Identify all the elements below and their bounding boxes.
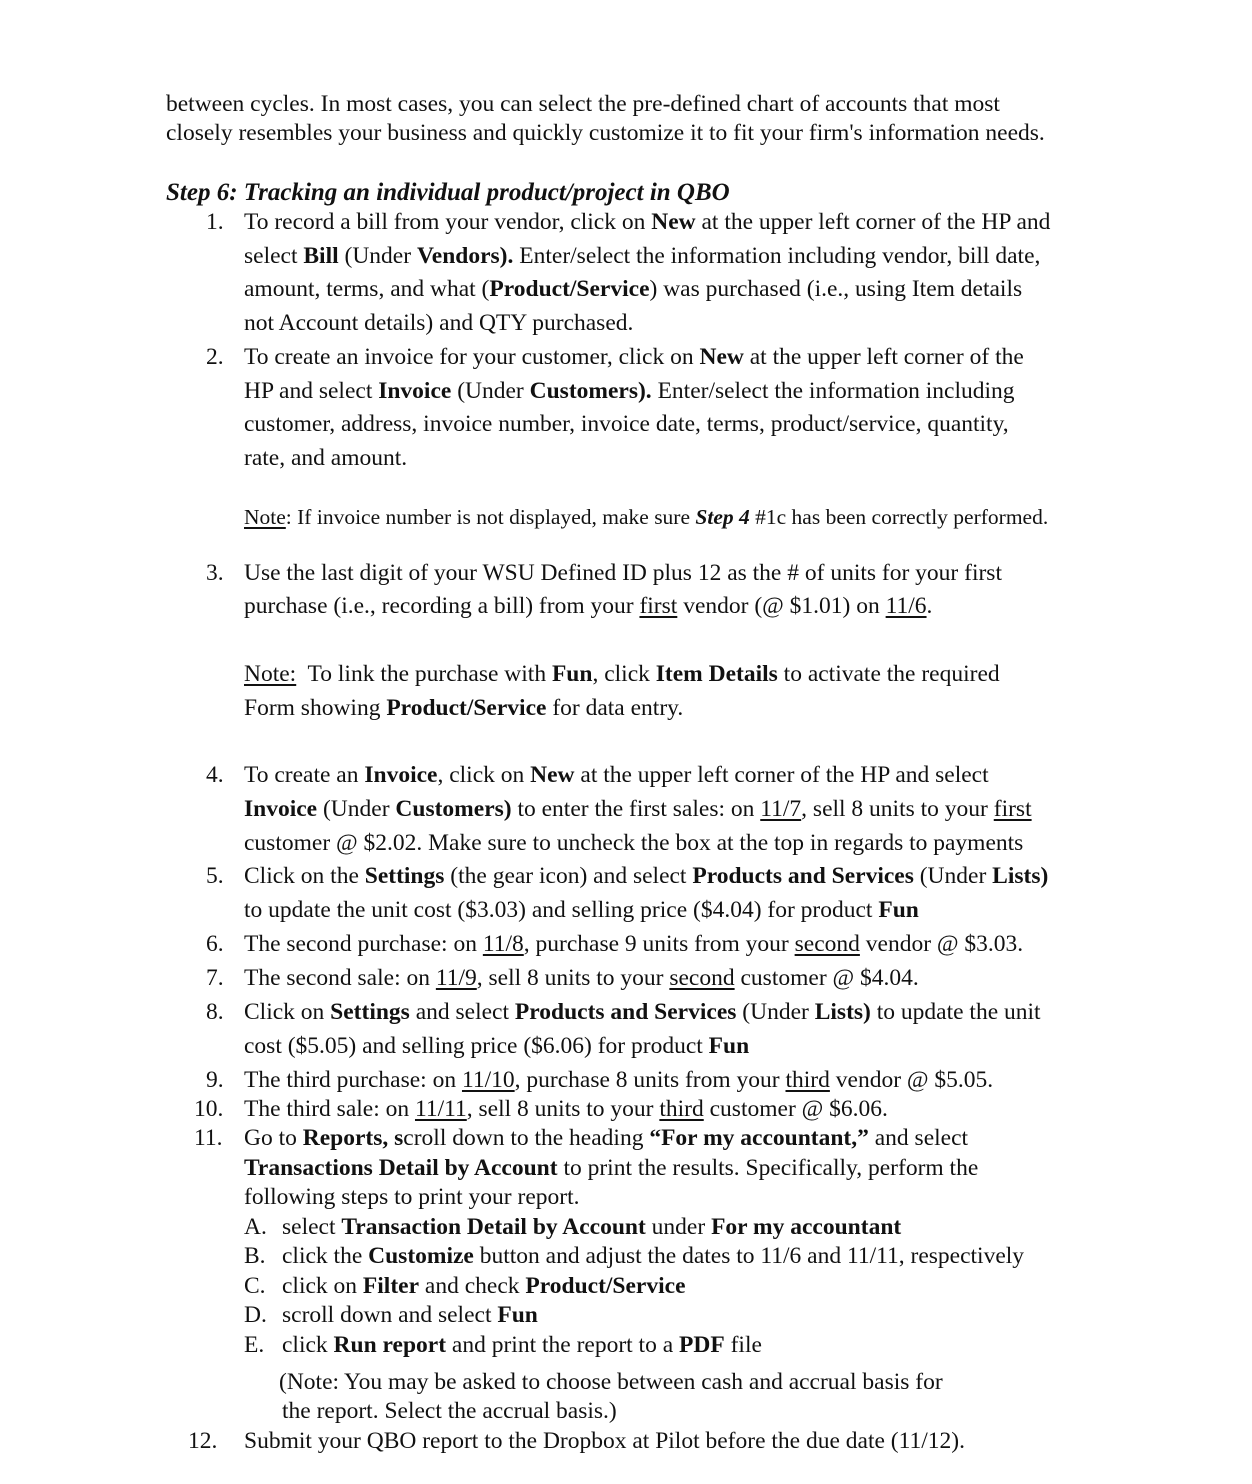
item-5-line-1: Click on the Settings (the gear icon) and select Products and Services (Under Lists) — [244, 863, 1049, 889]
item-number-11: 11. — [194, 1125, 223, 1151]
accrual-note-line-1: (Note: You may be asked to choose between cash and accrual basis for — [279, 1369, 943, 1395]
item-number-5: 5. — [206, 863, 224, 889]
item-11-line-2: Transactions Detail by Account to print the results. Specifically, perform the — [244, 1155, 979, 1181]
item-number-12: 12. — [188, 1428, 218, 1454]
item-number-4: 4. — [206, 762, 224, 788]
item-number-3: 3. — [206, 560, 224, 586]
substep-a: select Transaction Detail by Account under For my accountant — [282, 1214, 902, 1240]
section-heading: Step 6: Tracking an individual product/project in QBO — [166, 179, 730, 206]
item-1-line-3: amount, terms, and what (Product/Service) was purchased (i.e., using Item details — [244, 276, 1023, 302]
item-number-8: 8. — [206, 999, 224, 1025]
substep-letter-b: B. — [244, 1243, 266, 1269]
note-invoice-number: Note: If invoice number is not displayed, make sure Step 4 #1c has been correctly performed. — [244, 505, 1049, 529]
item-2-line-2: HP and select Invoice (Under Customers). Enter/select the information including — [244, 378, 1015, 404]
item-5-line-2: to update the unit cost ($3.03) and selling price ($4.04) for product Fun — [244, 897, 919, 923]
item-11-line-1: Go to Reports, scroll down to the heading “For my accountant,” and select — [244, 1125, 969, 1151]
substep-letter-a: A. — [244, 1214, 267, 1240]
item-1-line-1: To record a bill from your vendor, click on New at the upper left corner of the HP and — [244, 209, 1051, 235]
item-10-line-1: The third sale: on 11/11, sell 8 units to your third customer @ $6.06. — [244, 1096, 888, 1122]
substep-letter-d: D. — [244, 1302, 267, 1328]
item-number-2: 2. — [206, 344, 224, 370]
item-9-line-1: The third purchase: on 11/10, purchase 8 units from your third vendor @ $5.05. — [244, 1067, 994, 1093]
item-1-line-2: select Bill (Under Vendors). Enter/select the information including vendor, bill date, — [244, 243, 1041, 269]
item-number-7: 7. — [206, 965, 224, 991]
item-6-line-1: The second purchase: on 11/8, purchase 9 units from your second vendor @ $3.03. — [244, 931, 1024, 957]
item-7-line-1: The second sale: on 11/9, sell 8 units to your second customer @ $4.04. — [244, 965, 919, 991]
item-11-line-3: following steps to print your report. — [244, 1184, 580, 1210]
item-2-line-1: To create an invoice for your customer, click on New at the upper left corner of the — [244, 344, 1024, 370]
item-3-line-2: purchase (i.e., recording a bill) from your first vendor (@ $1.01) on 11/6. — [244, 593, 933, 619]
item-4-line-2: Invoice (Under Customers) to enter the first sales: on 11/7, sell 8 units to your first — [244, 796, 1032, 822]
item-8-line-2: cost ($5.05) and selling price ($6.06) for product Fun — [244, 1033, 750, 1059]
substep-d: scroll down and select Fun — [282, 1302, 538, 1328]
item-4-line-3: customer @ $2.02. Make sure to uncheck the box at the top in regards to payments — [244, 830, 1024, 856]
intro-line-1: between cycles. In most cases, you can select the pre-defined chart of accounts that most — [166, 91, 1000, 117]
item-8-line-1: Click on Settings and select Products and Services (Under Lists) to update the unit — [244, 999, 1041, 1025]
note-item-details-line-2: Form showing Product/Service for data entry. — [244, 695, 684, 721]
item-3-line-1: Use the last digit of your WSU Defined ID plus 12 as the # of units for your first — [244, 560, 1002, 586]
item-12-line-1: Submit your QBO report to the Dropbox at Pilot before the due date (11/12). — [244, 1428, 965, 1454]
substep-letter-e: E. — [244, 1332, 265, 1358]
item-4-line-1: To create an Invoice, click on New at the upper left corner of the HP and select — [244, 762, 989, 788]
item-number-9: 9. — [206, 1067, 224, 1093]
substep-c: click on Filter and check Product/Service — [282, 1273, 686, 1299]
accrual-note-line-2: the report. Select the accrual basis.) — [282, 1398, 617, 1424]
item-number-6: 6. — [206, 931, 224, 957]
substep-e: click Run report and print the report to a PDF file — [282, 1332, 762, 1358]
item-1-line-4: not Account details) and QTY purchased. — [244, 310, 634, 336]
item-2-line-3: customer, address, invoice number, invoice date, terms, product/service, quantity, — [244, 411, 1009, 437]
substep-letter-c: C. — [244, 1273, 266, 1299]
item-number-1: 1. — [206, 209, 224, 235]
intro-line-2: closely resembles your business and quickly customize it to fit your firm's information needs. — [166, 120, 1045, 146]
substep-b: click the Customize button and adjust the dates to 11/6 and 11/11, respectively — [282, 1243, 1025, 1269]
item-number-10: 10. — [194, 1096, 224, 1122]
note-item-details-line-1: Note: To link the purchase with Fun, click Item Details to activate the required — [244, 661, 1000, 687]
item-2-line-4: rate, and amount. — [244, 445, 408, 471]
